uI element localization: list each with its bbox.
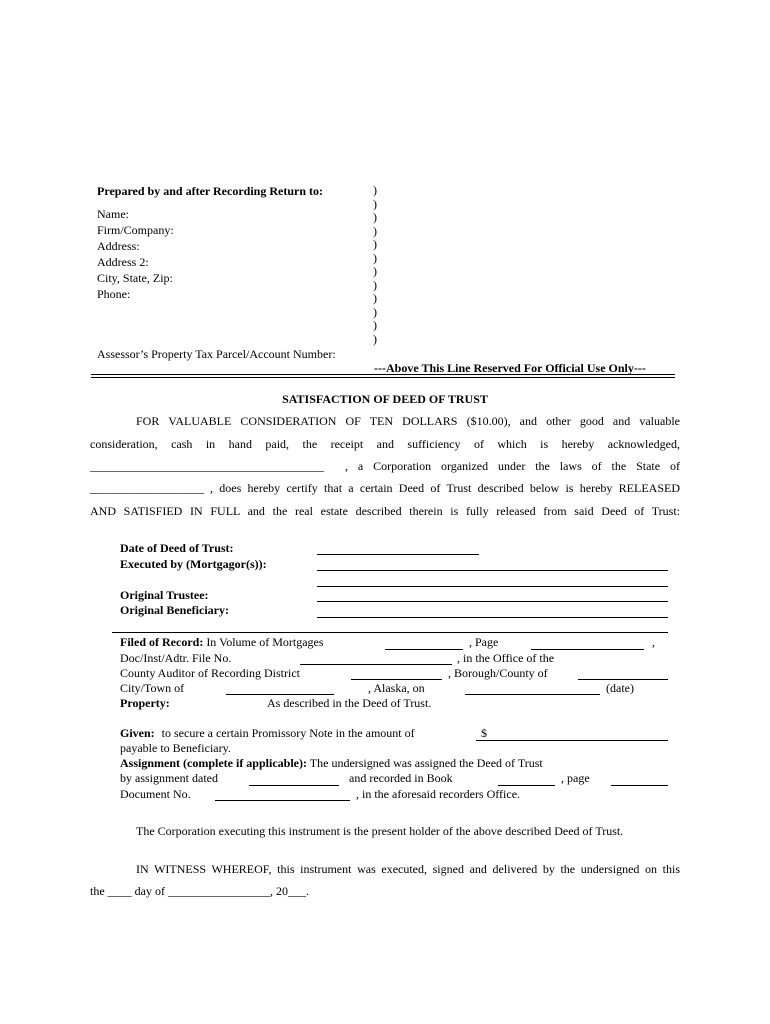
document-title: SATISFACTION OF DEED OF TRUST (282, 392, 488, 406)
paren: ) (373, 264, 377, 278)
assignment-date-blank[interactable] (249, 785, 339, 786)
document-no-blank[interactable] (215, 800, 350, 801)
section-divider (112, 632, 668, 633)
recording-district-blank[interactable] (351, 679, 442, 680)
borough-label: , Borough/County of (448, 666, 548, 680)
given-text: to secure a certain Promissory Note in the amount of (161, 726, 415, 740)
signature-date-row (90, 884, 309, 898)
intro-line-1: FOR VALUABLE CONSIDERATION OF TEN DOLLARS ($10.00), and other good and valuable (136, 414, 680, 428)
year-prefix: , 20 (270, 884, 288, 898)
payable-text: payable to Beneficiary. (120, 741, 231, 755)
witness-text: IN WITNESS WHEREOF, this instrument was executed, signed and delivered by the undersigned on this (136, 862, 680, 876)
corporation-name-blank[interactable]: _______________________________________ (90, 459, 324, 473)
executed-by-blank-1[interactable] (317, 570, 668, 571)
address2-label: Address 2: (97, 255, 149, 269)
city-town-label: City/Town of (120, 681, 185, 695)
assignment-text: The undersigned was assigned the Deed of Trust (309, 756, 543, 770)
paren: ) (373, 304, 377, 319)
phone-label: Phone: (97, 287, 131, 301)
volume-blank[interactable] (385, 649, 463, 650)
executed-by-label: Executed by (Mortgagor(s)): (120, 557, 267, 571)
executed-by-blank-2[interactable] (317, 586, 668, 587)
corporation-holder-text: The Corporation executing this instrument is the present holder of the above described Deed of Trust. (136, 824, 624, 838)
date-blank[interactable] (465, 694, 600, 695)
paren: ) (373, 196, 377, 211)
original-trustee-label: Original Trustee: (120, 588, 209, 602)
filed-of-record-text: In Volume of Mortgages (206, 635, 324, 649)
paren: ) (373, 318, 377, 332)
year-blank[interactable]: ___ (288, 884, 306, 898)
intro-line-4: , does hereby certify that a certain Deed of Trust described below is hereby RELEASED (210, 481, 680, 495)
paren: ) (373, 277, 377, 292)
page-label: , Page (469, 635, 499, 649)
given-label: Given: (120, 726, 155, 740)
document-no-label: Document No. (120, 787, 191, 801)
city-state-zip-label: City, State, Zip: (97, 271, 173, 285)
prepared-by-heading: Prepared by and after Recording Return to: (97, 184, 323, 198)
period: . (306, 884, 309, 898)
parenthesis-column (373, 184, 383, 346)
dollar-sign: $ (481, 726, 487, 740)
county-auditor-label: County Auditor of Recording District (120, 666, 300, 680)
date-of-deed-label: Date of Deed of Trust: (120, 541, 234, 555)
alaska-text: , Alaska, on (368, 681, 425, 695)
given-row (120, 726, 415, 740)
reserved-line-text: ---Above This Line Reserved For Official Use Only--- (374, 361, 646, 375)
state-blank[interactable]: ___________________ (90, 481, 204, 495)
address-label: Address: (97, 239, 140, 253)
the-text: the (90, 884, 105, 898)
by-assignment-label: by assignment dated (120, 771, 218, 785)
assignment-page-label: , page (561, 771, 590, 785)
reserved-divider (91, 374, 675, 378)
name-label: Name: (97, 207, 129, 221)
filed-of-record-row (120, 635, 324, 649)
paren: ) (373, 223, 377, 238)
paren: ) (373, 210, 377, 224)
assignment-page-blank[interactable] (611, 785, 668, 786)
date-of-deed-blank[interactable] (317, 554, 479, 555)
month-blank[interactable]: _________________ (168, 884, 270, 898)
comma-text: , (652, 635, 655, 649)
paren: ) (373, 237, 377, 251)
intro-line-3: , a Corporation organized under the laws of the State of (345, 459, 680, 473)
recorded-book-label: and recorded in Book (349, 771, 453, 785)
amount-blank[interactable] (476, 740, 668, 741)
date-text: (date) (606, 681, 634, 695)
borough-blank[interactable] (578, 679, 668, 680)
recorders-office-text: , in the aforesaid recorders Office. (356, 787, 521, 801)
firm-label: Firm/Company: (97, 223, 174, 237)
property-value: As described in the Deed of Trust. (267, 696, 432, 710)
intro-line-5: AND SATISFIED IN FULL and the real estate described therein is fully released from said Deed of Trust: (90, 504, 680, 518)
original-trustee-blank[interactable] (317, 601, 668, 602)
day-blank[interactable]: ____ (107, 884, 132, 898)
original-beneficiary-label: Original Beneficiary: (120, 603, 229, 617)
office-text: , in the Office of the (457, 651, 555, 665)
original-beneficiary-blank[interactable] (317, 617, 668, 618)
day-of-text: day of (134, 884, 165, 898)
paren: ) (373, 291, 377, 305)
paren: ) (373, 183, 377, 197)
book-blank[interactable] (498, 785, 555, 786)
doc-file-label: Doc/Inst/Adtr. File No. (120, 651, 232, 665)
city-town-blank[interactable] (226, 694, 334, 695)
filed-of-record-label: Filed of Record: (120, 635, 204, 649)
assignment-row (120, 756, 543, 770)
property-label: Property: (120, 696, 170, 710)
paren: ) (373, 250, 377, 265)
file-no-blank[interactable] (300, 664, 452, 665)
page-blank[interactable] (531, 649, 644, 650)
paren: ) (373, 331, 377, 346)
intro-line-2: consideration, cash in hand paid, the receipt and sufficiency of which is hereby acknowledged, (90, 437, 680, 451)
parcel-number-label: Assessor’s Property Tax Parcel/Account Number: (97, 347, 336, 361)
assignment-label: Assignment (complete if applicable): (120, 756, 307, 770)
